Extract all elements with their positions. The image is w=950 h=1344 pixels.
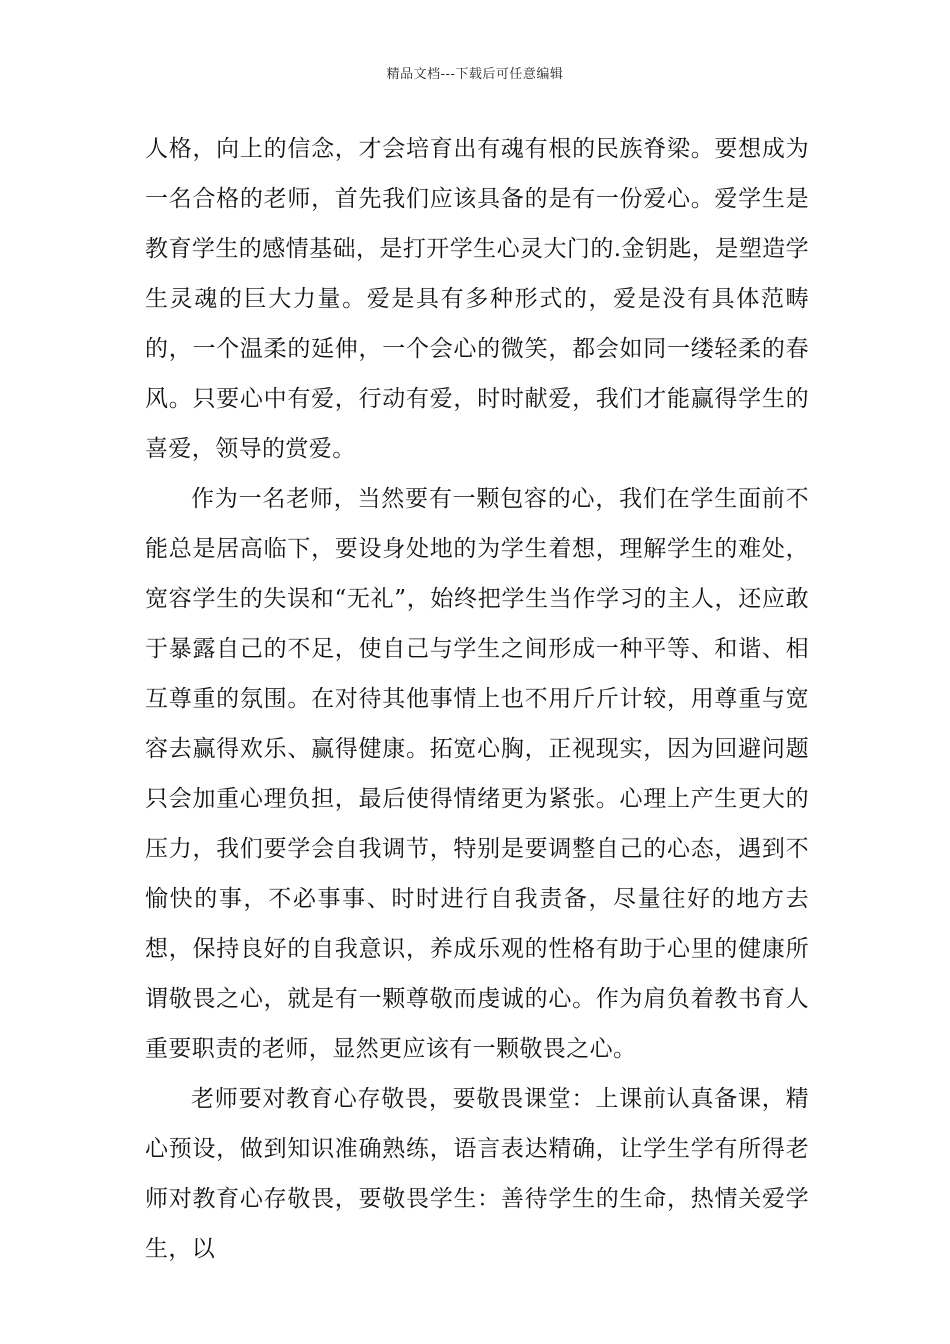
paragraph-2: 作为一名老师，当然要有一颗包容的心，我们在学生面前不能总是居高临下，要设身处地的为学生着想，理解学生的难处，宽容学生的失误和“无礼”，始终把学生当作学习的主人，还应敢于暴露自己的不足，使自己与学生之间形成一种平等、和谐、相互尊重的氛围。在对待其他事情上也不用斤斤计较，用尊重与宽容去赢得欢乐、赢得健康。拓宽心胸，正视现实，因为回避问题只会加重心理负担，最后使得情绪更为紧张。心理上产生更大的压力，我们要学会自我调节，特别是要调整自己的心态，遇到不愉快的事，不必事事、时时进行自我责备，尽量往好的地方去想，保持良好的自我意识，养成乐观的性格有助于心里的健康所谓敬畏之心，就是有一颗尊敬而虔诚的心。作为肩负着教书育人重要职责的老师，显然更应该有一颗敬畏之心。 [145, 486, 809, 1062]
page-header: 精品文档---下载后可任意编辑 [386, 67, 564, 82]
document-body [145, 124, 809, 1274]
paragraph-1: 人格，向上的信念，才会培育出有魂有根的民族脊梁。要想成为一名合格的老师，首先我们应该具备的是有一份爱心。爱学生是教育学生的感情基础，是打开学生心灵大门的.金钥匙，是塑造学生灵魂的巨大力量。爱是具有多种形式的，爱是没有具体范畴的，一个温柔的延伸，一个会心的微笑，都会如同一缕轻柔的春风。只要心中有爱，行动有爱，时时献爱，我们才能赢得学生的喜爱，领导的赏爱。 [145, 136, 809, 462]
paragraph-3: 老师要对教育心存敬畏，要敬畏课堂：上课前认真备课，精心预设，做到知识准确熟练，语言表达精确，让学生学有所得老师对教育心存敬畏，要敬畏学生：善待学生的生命，热情关爱学生，以 [145, 1086, 809, 1262]
